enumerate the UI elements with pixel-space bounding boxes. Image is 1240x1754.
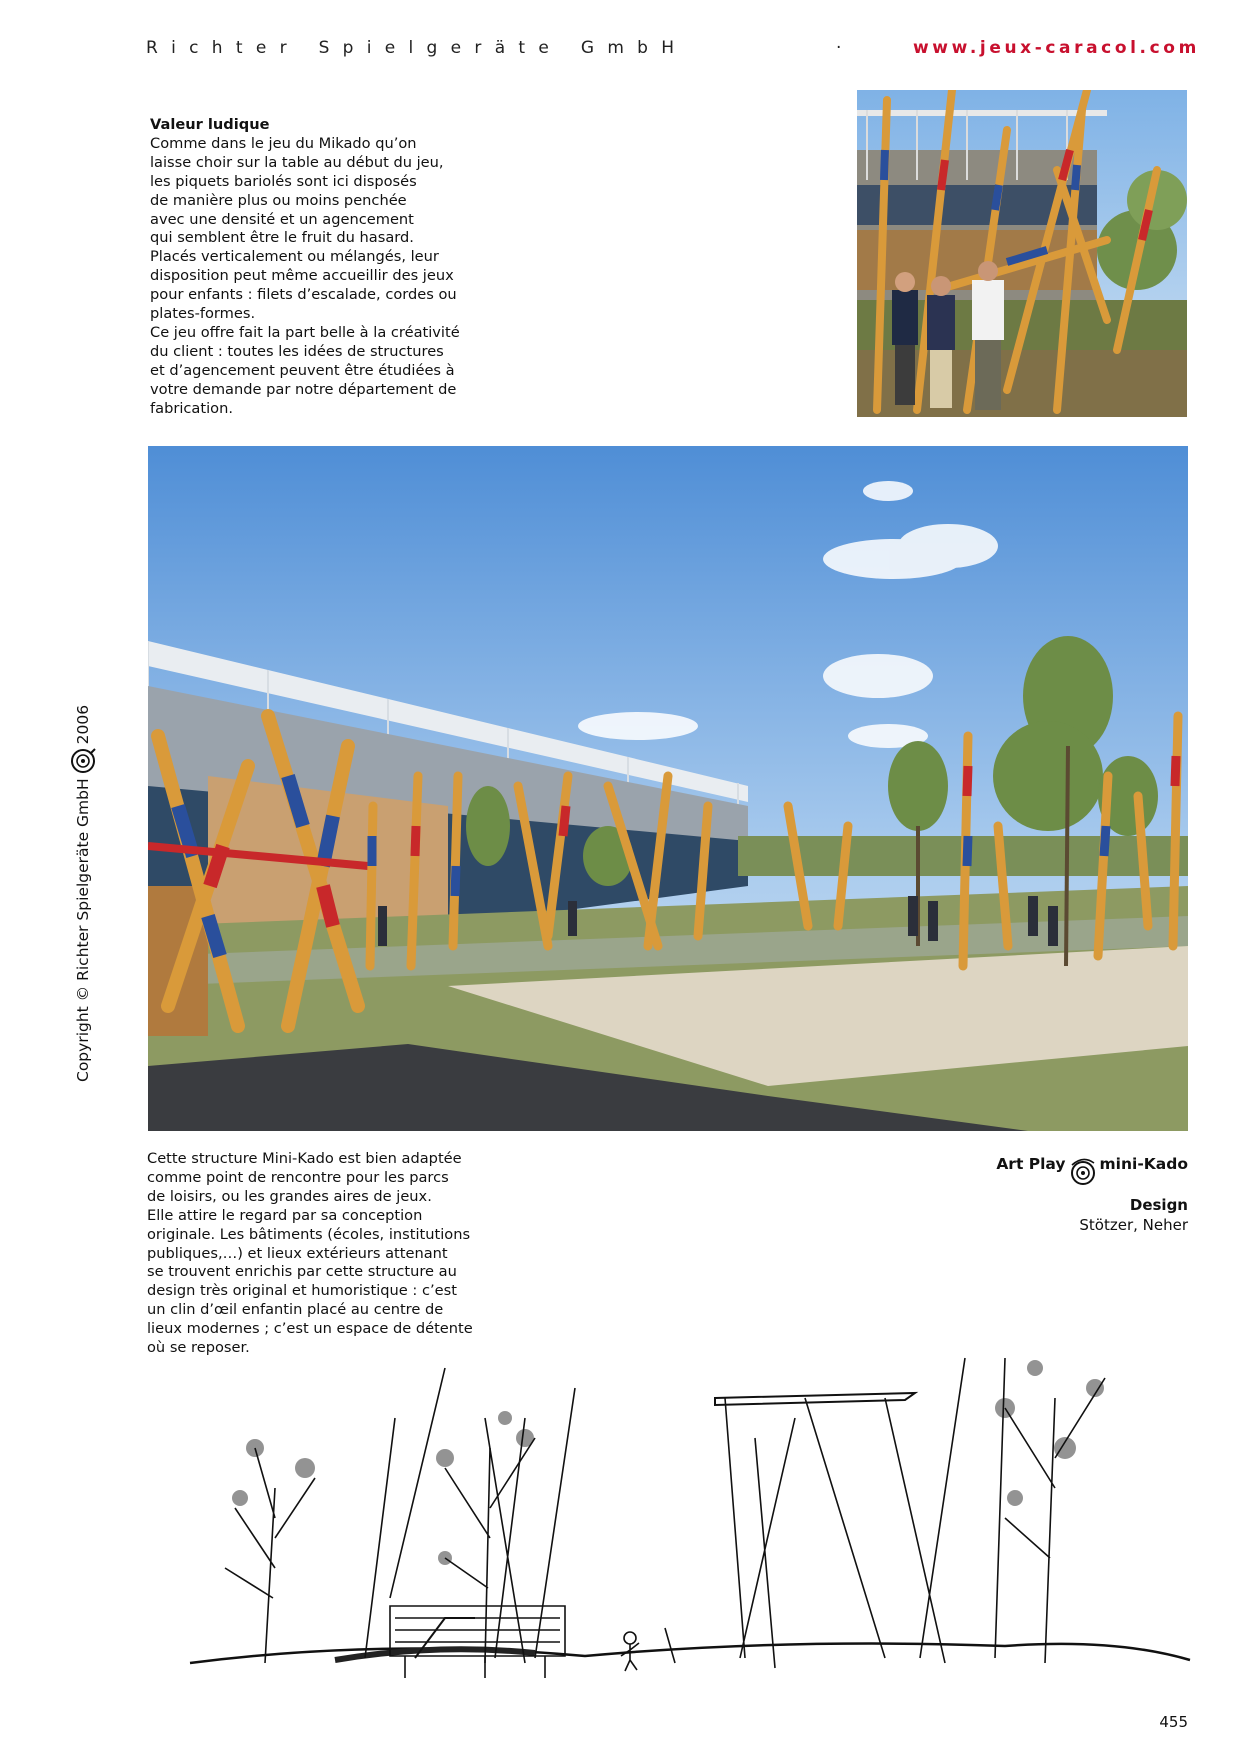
description-line: Elle attire le regard par sa conception: [147, 1206, 423, 1224]
description-line: lieux modernes ; c’est un espace de détente: [147, 1320, 473, 1338]
copyright-text: Copyright © Richter Spielgeräte GmbH: [74, 778, 92, 1082]
intro-line: votre demande par notre département de: [150, 380, 457, 398]
header-separator: ·: [836, 38, 842, 58]
description-line: originale. Les bâtiments (écoles, institutions: [147, 1225, 471, 1243]
description-line: un clin d’œil enfantin placé au centre de: [147, 1301, 444, 1319]
intro-line: Ce jeu offre fait la part belle à la créativité: [150, 323, 460, 341]
richter-snail-logo-icon: [1068, 1153, 1098, 1187]
description-text: [147, 1150, 487, 1358]
intro-line: et d’agencement peuvent être étudiées à: [150, 361, 455, 379]
description-line: publiques,…) et lieux extérieurs attenant: [147, 1244, 448, 1262]
intro-line: qui semblent être le fruit du hasard.: [150, 229, 414, 247]
product-title: [996, 1155, 1188, 1187]
intro-text: [150, 116, 480, 419]
intro-line: du client : toutes les idées de structures: [150, 342, 444, 360]
designers: Stötzer, Neher: [1079, 1216, 1188, 1234]
description-line: où se reposer.: [147, 1339, 250, 1357]
header-company: Richter Spielgeräte GmbH: [146, 38, 688, 58]
intro-line: Placés verticalement ou mélangés, leur: [150, 248, 439, 266]
description-line: design très original et humoristique : c’est: [147, 1282, 457, 1300]
description-line: de loisirs, ou les grandes aires de jeux.: [147, 1187, 432, 1205]
intro-line: Comme dans le jeu du Mikado qu’on: [150, 134, 417, 152]
page-number: 455: [1159, 1713, 1188, 1731]
intro-line: de manière plus ou moins penchée: [150, 191, 407, 209]
copyright-vertical: [70, 705, 96, 1082]
description-line: Cette structure Mini-Kado est bien adaptée: [147, 1150, 462, 1167]
header-url-link[interactable]: www.jeux-caracol.com: [913, 38, 1200, 58]
richter-snail-logo-icon: [70, 748, 96, 774]
copyright-year: 2006: [74, 704, 92, 745]
design-label: Design: [1129, 1196, 1188, 1214]
intro-line: disposition peut même accueillir des jeux: [150, 267, 454, 285]
sketch-illustration: [185, 1338, 1195, 1678]
product-name: mini-Kado: [1099, 1155, 1188, 1173]
description-line: se trouvent enrichis par cette structure au: [147, 1263, 457, 1281]
photo-playground-overview: [148, 446, 1188, 1131]
intro-line: laisse choir sur la table au début du jeu,: [150, 153, 444, 171]
intro-title: Valeur ludique: [150, 116, 270, 133]
intro-line: pour enfants : filets d’escalade, cordes ou: [150, 286, 457, 304]
intro-line: les piquets bariolés sont ici disposés: [150, 172, 417, 190]
intro-line: fabrication.: [150, 399, 233, 417]
product-line: Art Play: [996, 1155, 1066, 1173]
intro-line: plates-formes.: [150, 305, 256, 323]
description-line: comme point de rencontre pour les parcs: [147, 1168, 449, 1186]
photo-people-with-poles: [857, 90, 1187, 417]
intro-line: avec une densité et un agencement: [150, 210, 414, 228]
